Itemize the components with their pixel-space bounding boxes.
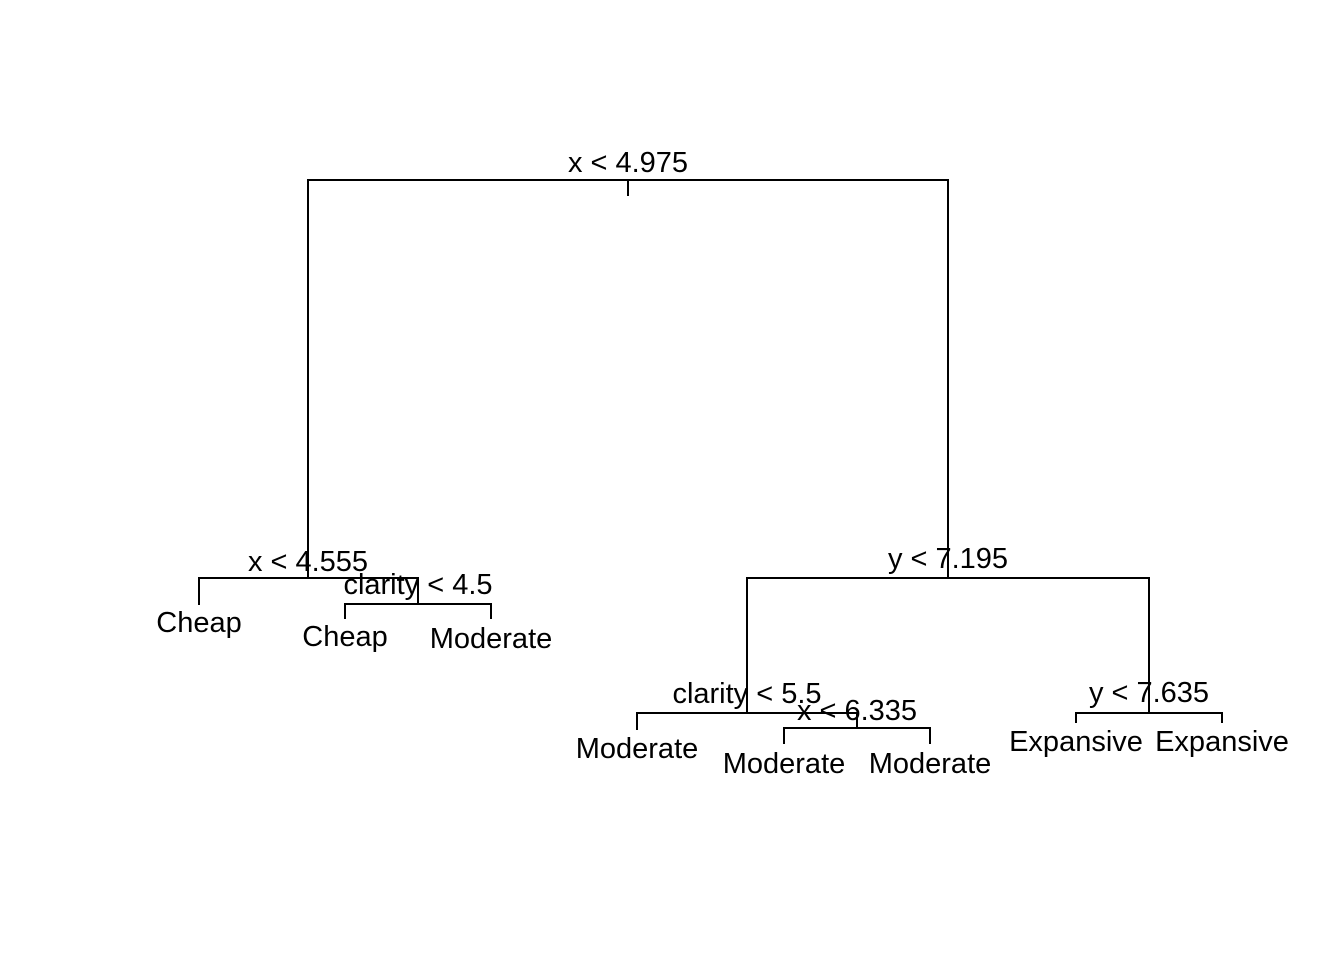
split-label-left: x < 4.555 xyxy=(247,546,369,578)
leaf-label: Moderate xyxy=(722,748,846,780)
branch-root xyxy=(308,180,948,578)
split-label-right-left-right: x < 6.335 xyxy=(796,695,918,727)
leaf-label: Expansive xyxy=(1009,726,1143,758)
split-label-left-right: clarity < 4.5 xyxy=(343,569,493,601)
split-label-root: x < 4.975 xyxy=(567,147,689,179)
leaf-label: Moderate xyxy=(575,733,699,765)
split-label-right-left: clarity < 5.5 xyxy=(672,678,822,710)
leaf-label: Expansive xyxy=(1155,726,1289,758)
leaf-label: Moderate xyxy=(868,748,992,780)
leaf-label: Cheap xyxy=(302,621,388,653)
split-label-right: y < 7.195 xyxy=(887,543,1009,575)
branch-left-right xyxy=(345,604,491,619)
branch-right-right xyxy=(1076,713,1222,723)
branch-right-left-right xyxy=(784,728,930,744)
leaf-label: Cheap xyxy=(156,607,242,639)
leaf-label: Moderate xyxy=(429,623,553,655)
split-label-right-right: y < 7.635 xyxy=(1088,677,1210,709)
